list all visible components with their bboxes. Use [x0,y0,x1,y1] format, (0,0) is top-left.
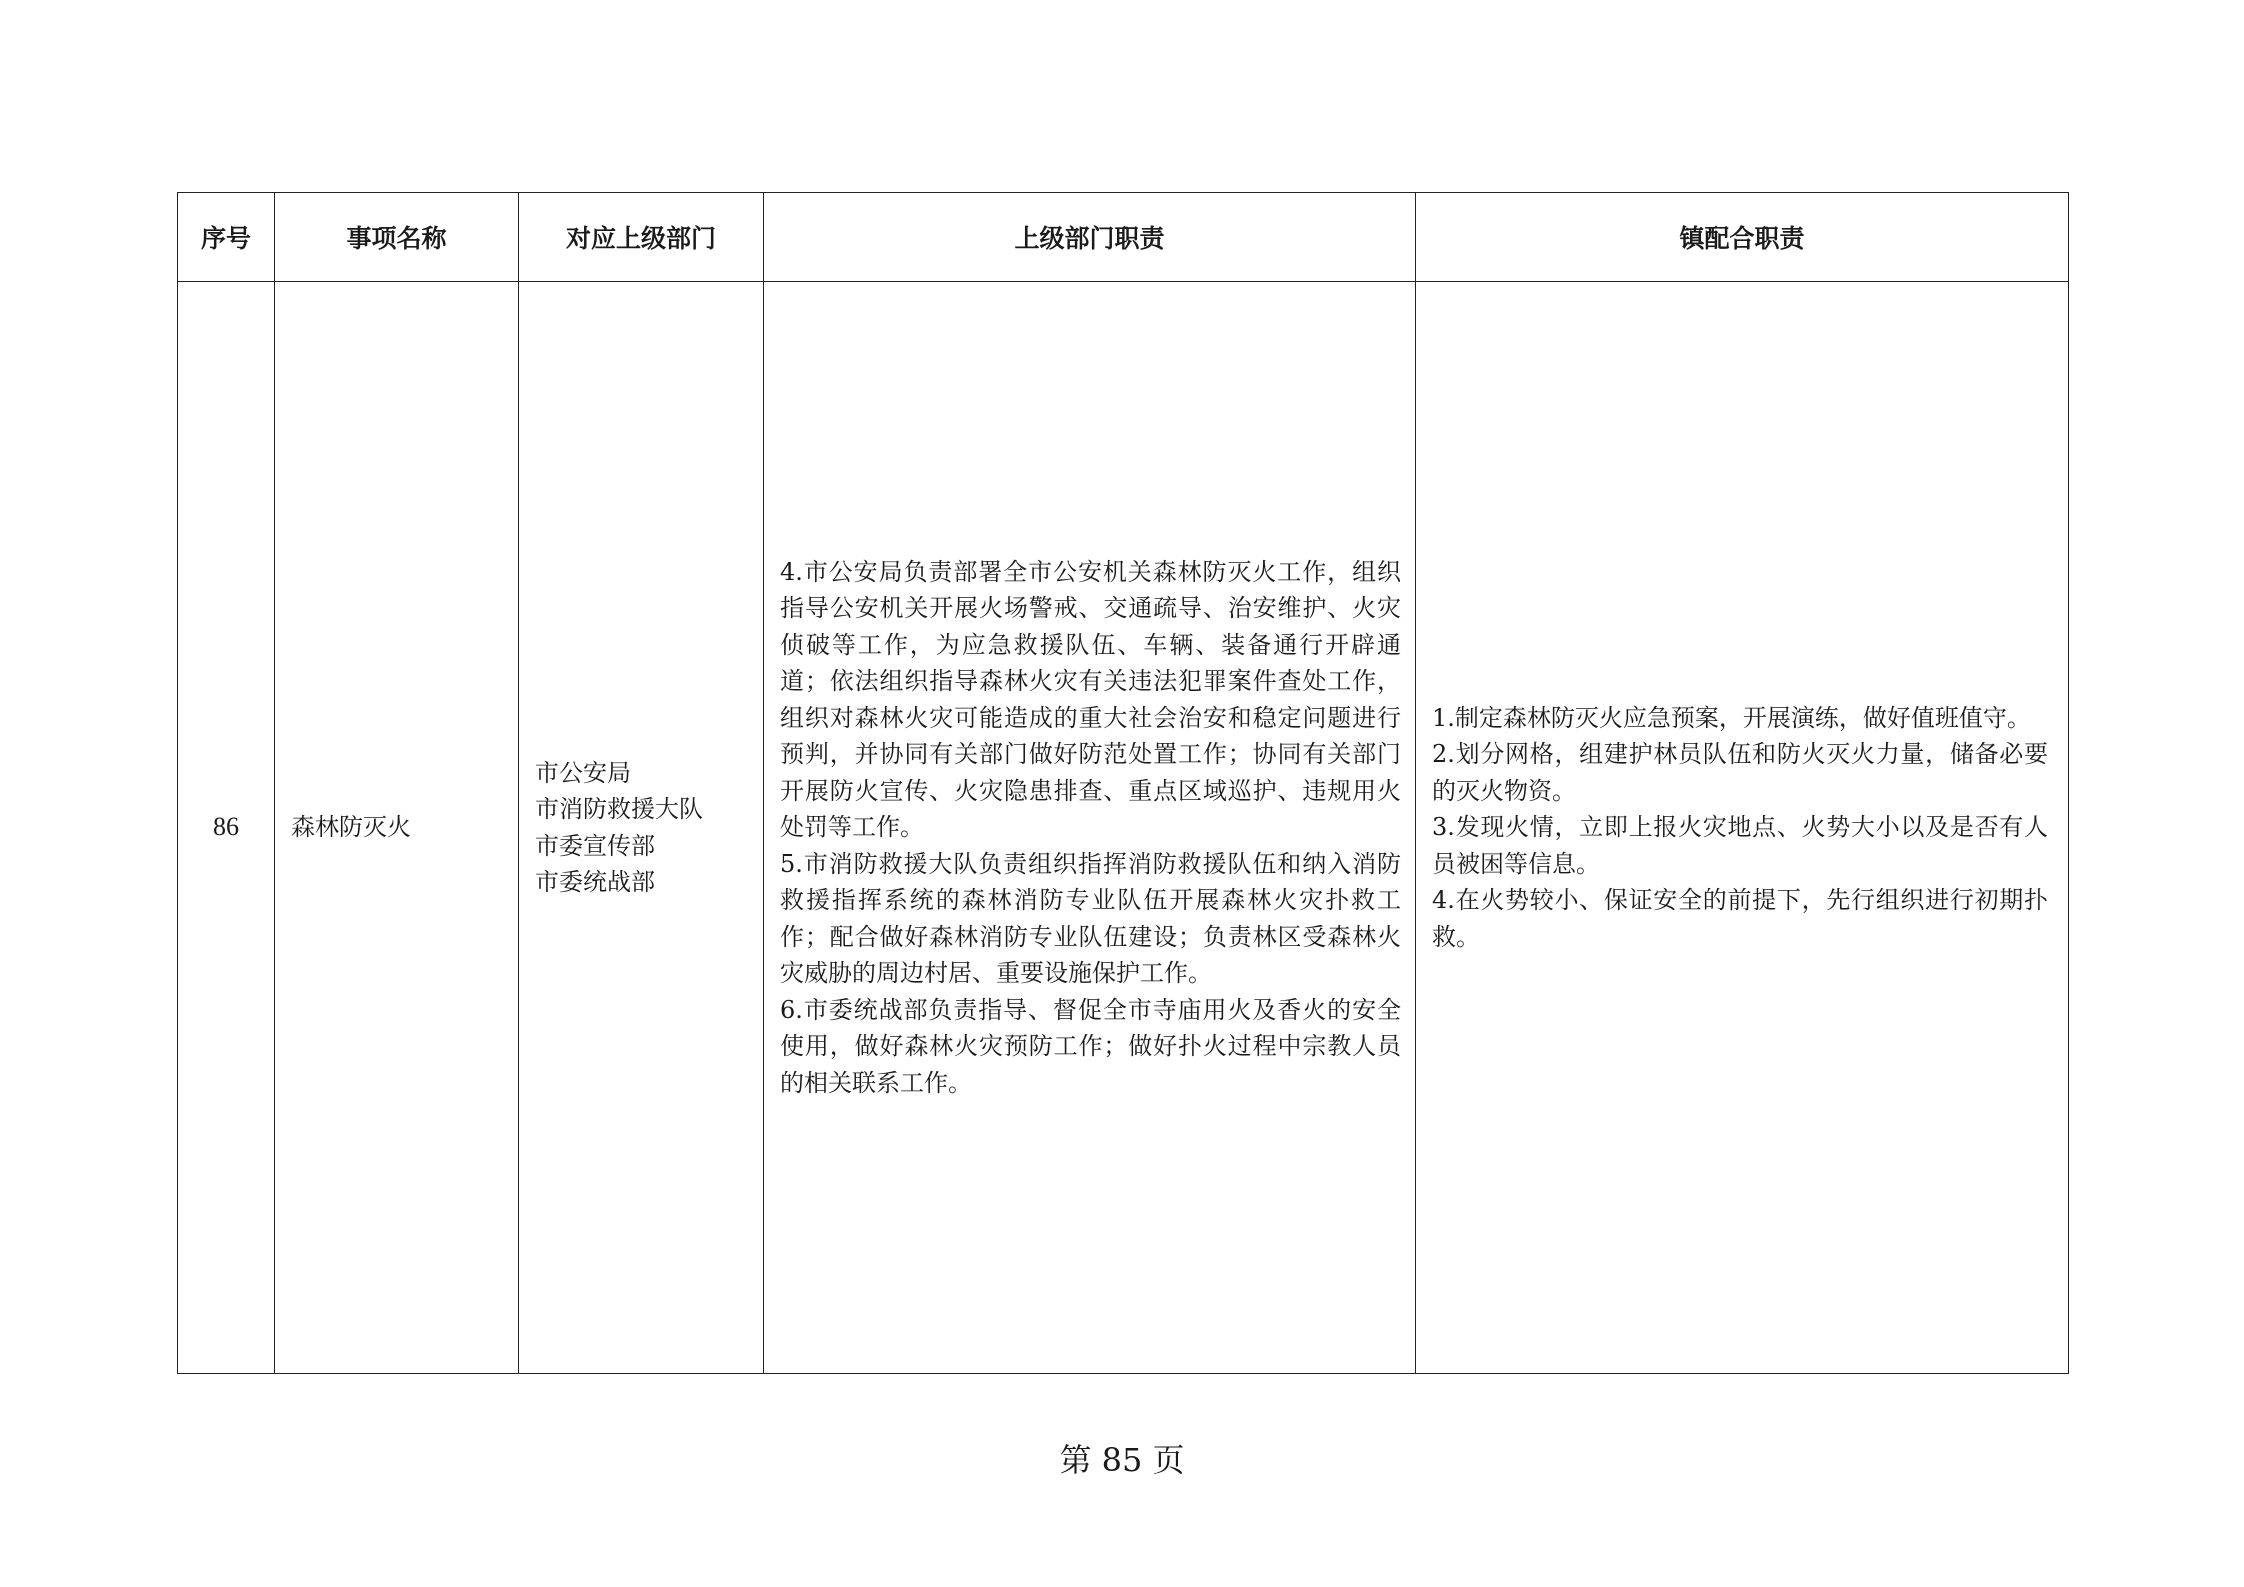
row-town-duties [1416,282,2069,1374]
upper-duty-item: 6.市委统战部负责指导、督促全市寺庙用火及香火的安全使用，做好森林火灾预防工作；做好扑火过程中宗教人员的相关联系工作。 [780,995,1401,1097]
department-item: 市委统战部 [535,868,655,896]
row-item-name: 森林防灭火 [275,282,519,1374]
table-row [178,282,2069,1374]
department-item: 市委宣传部 [535,831,655,860]
department-item: 市消防救援大队 [535,795,703,823]
page-number: 第 85 页 [1059,1441,1185,1479]
header-upper-duties: 上级部门职责 [764,193,1416,282]
duty-table [177,192,2069,1374]
town-duty-item: 2.划分网格，组建护林员队伍和防火灭火力量，储备必要的灭火物资。 [1432,740,2048,805]
row-departments [519,282,764,1374]
upper-duty-item: 5.市消防救援大队负责组织指挥消防救援队伍和纳入消防救援指挥系统的森林消防专业队伍开展森林火灾扑救工作；配合做好森林消防专业队伍建设；负责林区受森林火灾威胁的周边村居、重要设施保护工作。 [780,849,1401,988]
header-item-name: 事项名称 [275,193,519,282]
table-header-row [178,193,2069,282]
header-upper-department: 对应上级部门 [519,193,764,282]
department-item: 市公安局 [535,758,631,787]
header-seq: 序号 [178,193,275,282]
row-seq: 86 [178,282,275,1374]
town-duty-item: 3.发现火情，立即上报火灾地点、火势大小以及是否有人员被困等信息。 [1432,813,2048,878]
town-duty-item: 1.制定森林防灭火应急预案，开展演练，做好值班值守。 [1432,703,2031,732]
town-duty-item: 4.在火势较小、保证安全的前提下，先行组织进行初期扑救。 [1432,886,2048,951]
header-town-duties: 镇配合职责 [1416,193,2069,282]
upper-duty-item: 4.市公安局负责部署全市公安机关森林防灭火工作，组织指导公安机关开展火场警戒、交通疏导、治安维护、火灾侦破等工作，为应急救援队伍、车辆、装备通行开辟通道；依法组织指导森林火灾有关违法犯罪案件查处工作，组织对森林火灾可能造成的重大社会治安和稳定问题进行预判，并协同有关部门做好防范处置工作；协同有关部门开展防火宣传、火灾隐患排查、重点区域巡护、违规用火处罚等工作。 [780,557,1401,842]
row-upper-duties [764,282,1416,1374]
